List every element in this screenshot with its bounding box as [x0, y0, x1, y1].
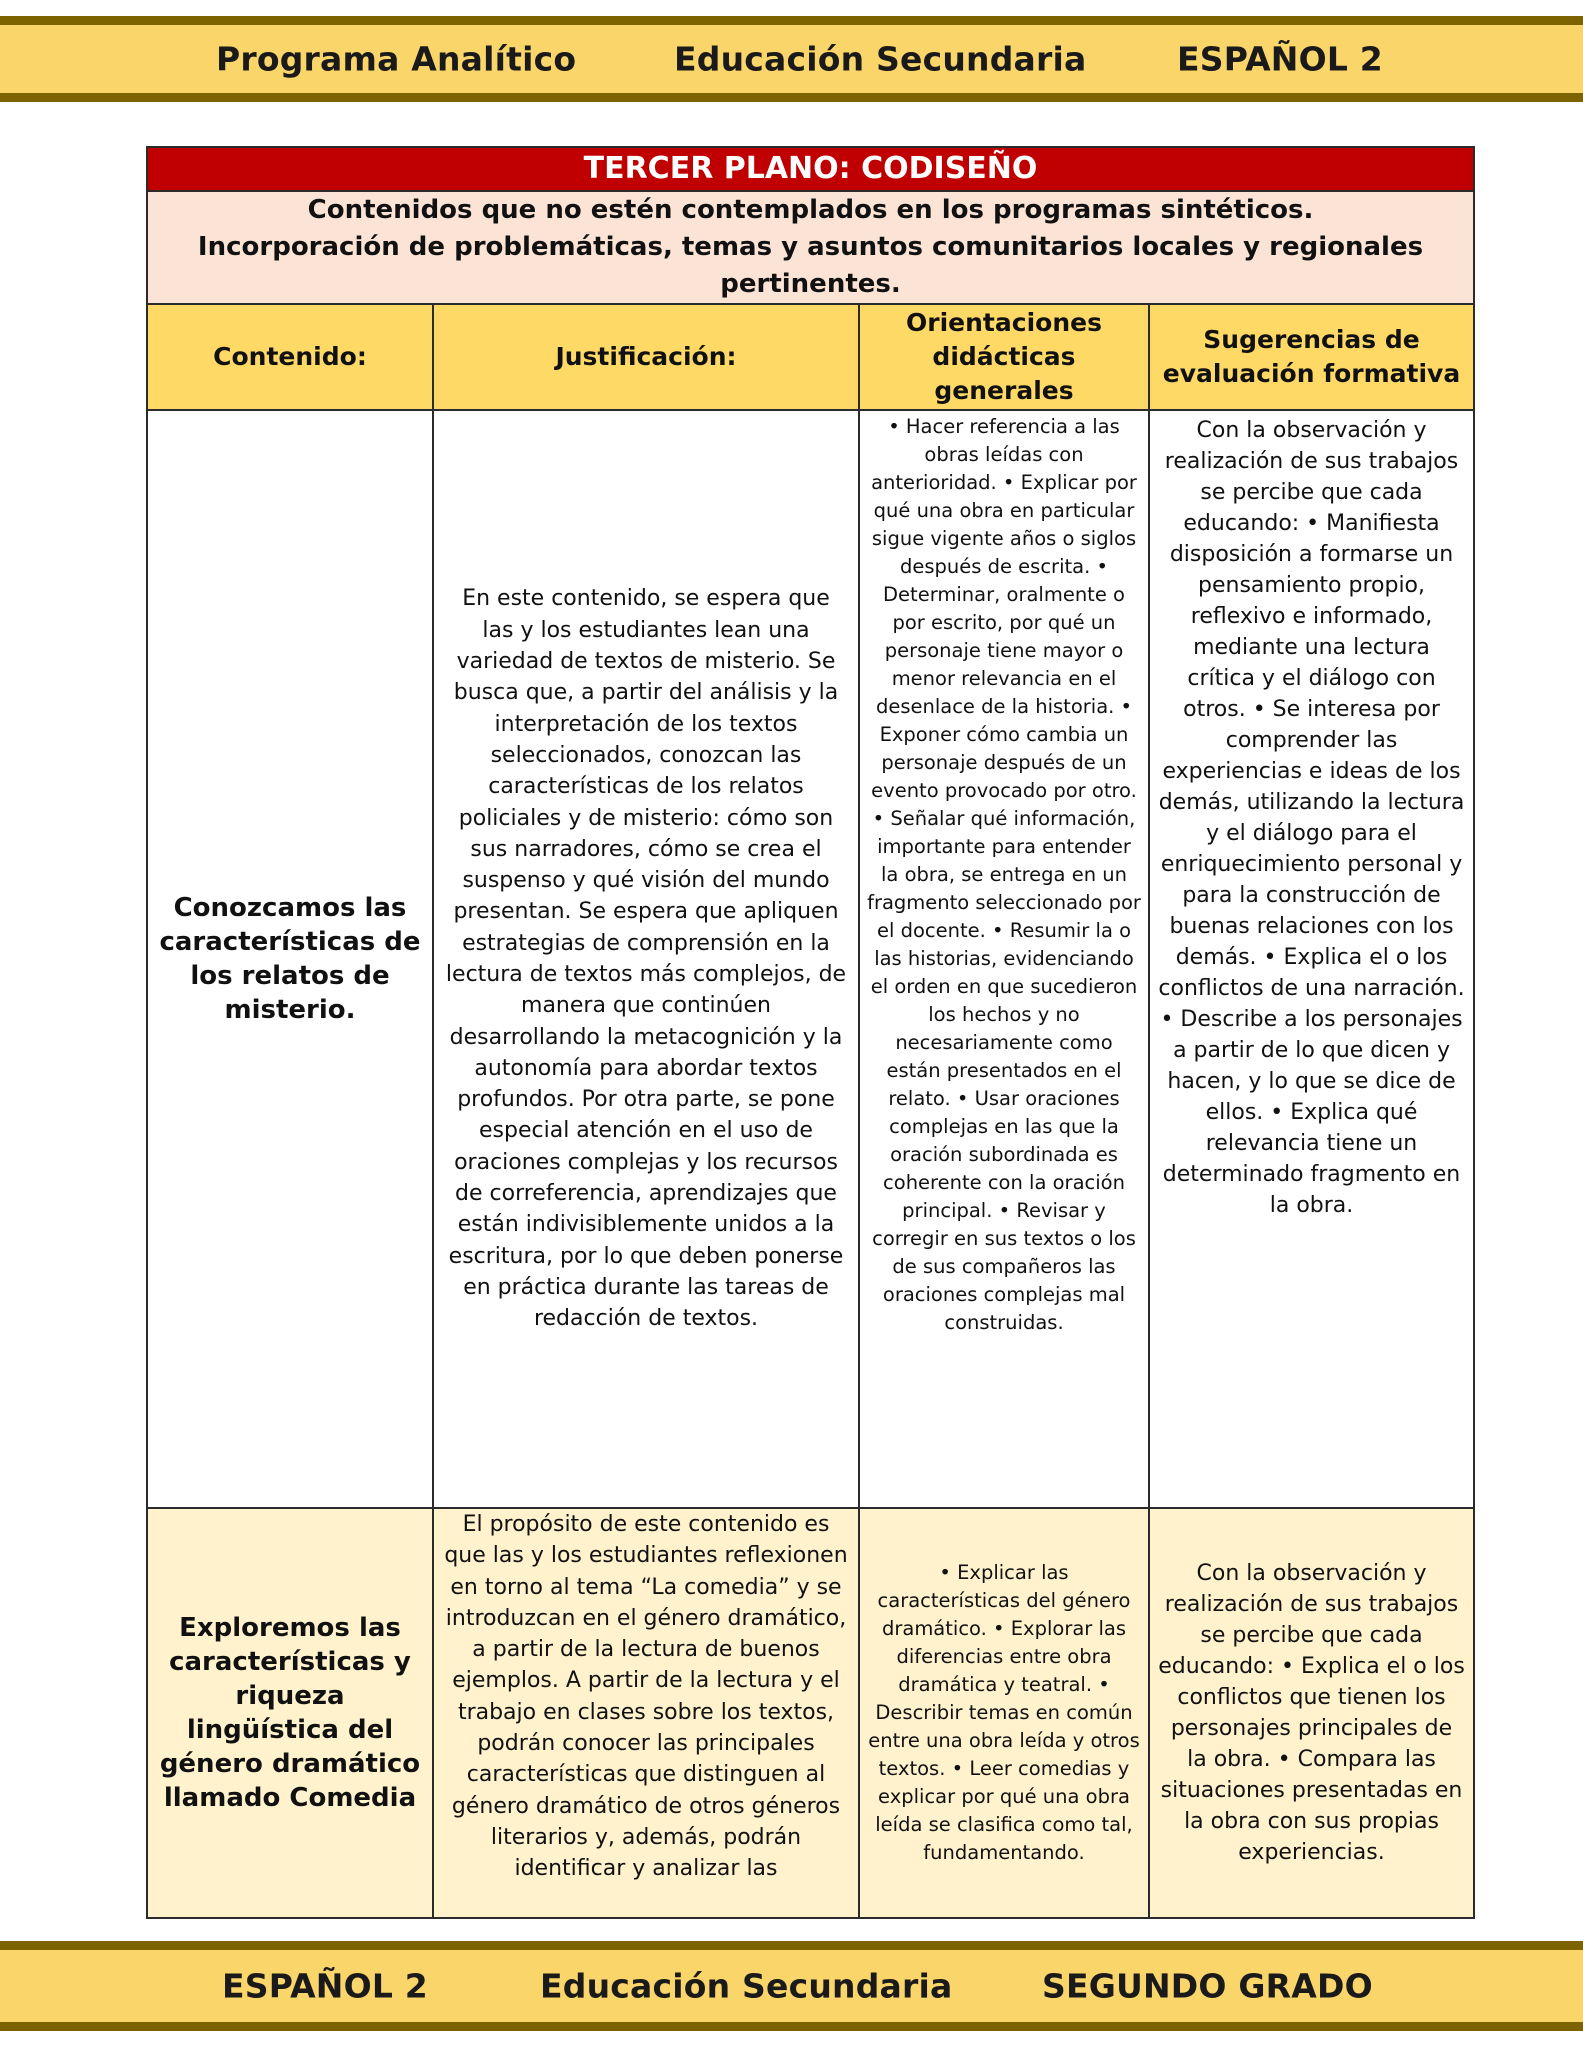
footer-subject: ESPAÑOL 2 — [222, 1966, 428, 2006]
header-program-title: Programa Analítico — [216, 39, 577, 79]
row-orientaciones: • Explicar las características del género dramático. • Explorar las diferencias entre obra dramática y teatral. • Describir temas en común entre una obra leída y otros textos. • Leer comedias y explicar por qué una obra leída se clasifica como tal, fundamentando. — [859, 1508, 1149, 1918]
table-row — [147, 1508, 1474, 1918]
column-header-justificacion: Justificación: — [433, 304, 859, 410]
row-justificacion-cell — [433, 1508, 859, 1918]
header-subject: ESPAÑOL 2 — [1177, 39, 1383, 79]
row-justificacion: En este contenido, se espera que las y los estudiantes lean una variedad de textos de misterio. Se busca que, a partir del análisis y la interpretación de los textos seleccionados, conozcan las características de los relatos policiales y de misterio: cómo son sus narradores, cómo se crea el suspenso y qué visión del mundo presentan. Se espera que apliquen estrategias de comprensión en la lectura de textos más complejos, de manera que continúen desarrollando la metacognición y la autonomía para abordar textos profundos. Por otra parte, se pone especial atención en el uso de oraciones complejas y los recursos de correferencia, aprendizajes que están indivisiblemente unidos a la escritura, por lo que deben ponerse en práctica durante las tareas de redacción de textos. — [433, 410, 859, 1508]
header-band — [0, 16, 1583, 102]
row-justificacion: El propósito de este contenido es que las y los estudiantes reflexionen en torno al tema “La comedia” y se introduzcan en el género dramático, a partir de la lectura de buenos ejemplos. A partir de la lectura y el trabajo en clases sobre los textos, podrán conocer las principales características que distinguen al género dramático de otros géneros literarios y, además, podrán identificar y analizar las — [444, 1512, 848, 1882]
footer-grade: SEGUNDO GRADO — [1042, 1966, 1373, 2006]
column-header-contenido: Contenido: — [147, 304, 433, 410]
row-contenido: Exploremos las características y riqueza lingüística del género dramático llamado Comedia — [147, 1508, 433, 1918]
table-row — [147, 410, 1474, 1508]
footer-level: Educación Secundaria — [540, 1966, 953, 2006]
header-level: Educación Secundaria — [674, 39, 1087, 79]
row-orientaciones: • Hacer referencia a las obras leídas con anterioridad. • Explicar por qué una obra en particular sigue vigente años o siglos después de escrita. • Determinar, oralmente o por escrito, por qué un personaje tiene mayor o menor relevancia en el desenlace de la historia. • Exponer cómo cambia un personaje después de un evento provocado por otro. • Señalar qué información, importante para entender la obra, se entrega en un fragmento seleccionado por el docente. • Resumir la o las historias, evidenciando el orden en que sucedieron los hechos y no necesariamente como están presentados en el relato. • Usar oraciones complejas en las que la oración subordinada es coherente con la oración principal. • Revisar y corregir en sus textos o los de sus compañeros las oraciones complejas mal construidas. — [859, 410, 1149, 1508]
column-header-sugerencias: Sugerencias de evaluación formativa — [1149, 304, 1474, 410]
description-line-2: Incorporación de problemáticas, temas y asuntos comunitarios locales y regionales pertinentes. — [197, 232, 1424, 299]
column-header-orientaciones: Orientaciones didácticas generales — [859, 304, 1149, 410]
table-title: TERCER PLANO: CODISEÑO — [147, 147, 1474, 191]
codesign-table — [146, 146, 1475, 1919]
table-description — [147, 191, 1474, 304]
row-sugerencias: Con la observación y realización de sus trabajos se percibe que cada educando: • Manifiesta disposición a formarse un pensamiento propio, reflexivo e informado, mediante una lectura crítica y el diálogo con otros. • Se interesa por comprender las experiencias e ideas de los demás, utilizando la lectura y el diálogo para el enriquecimiento personal y para la construcción de buenas relaciones con los demás. • Explica el o los conflictos de una narración. • Describe a los personajes a partir de lo que dicen y hacen, y lo que se dice de ellos. • Explica qué relevancia tiene un determinado fragmento en la obra. — [1149, 410, 1474, 1508]
row-sugerencias: Con la observación y realización de sus trabajos se percibe que cada educando: • Explica el o los conflictos que tienen los personajes principales de la obra. • Compara las situaciones presentadas en la obra con sus propias experiencias. — [1149, 1508, 1474, 1918]
row-contenido: Conozcamos las características de los relatos de misterio. — [147, 410, 433, 1508]
footer-band — [0, 1941, 1583, 2031]
description-line-1: Contenidos que no estén contemplados en los programas sintéticos. — [307, 195, 1314, 225]
